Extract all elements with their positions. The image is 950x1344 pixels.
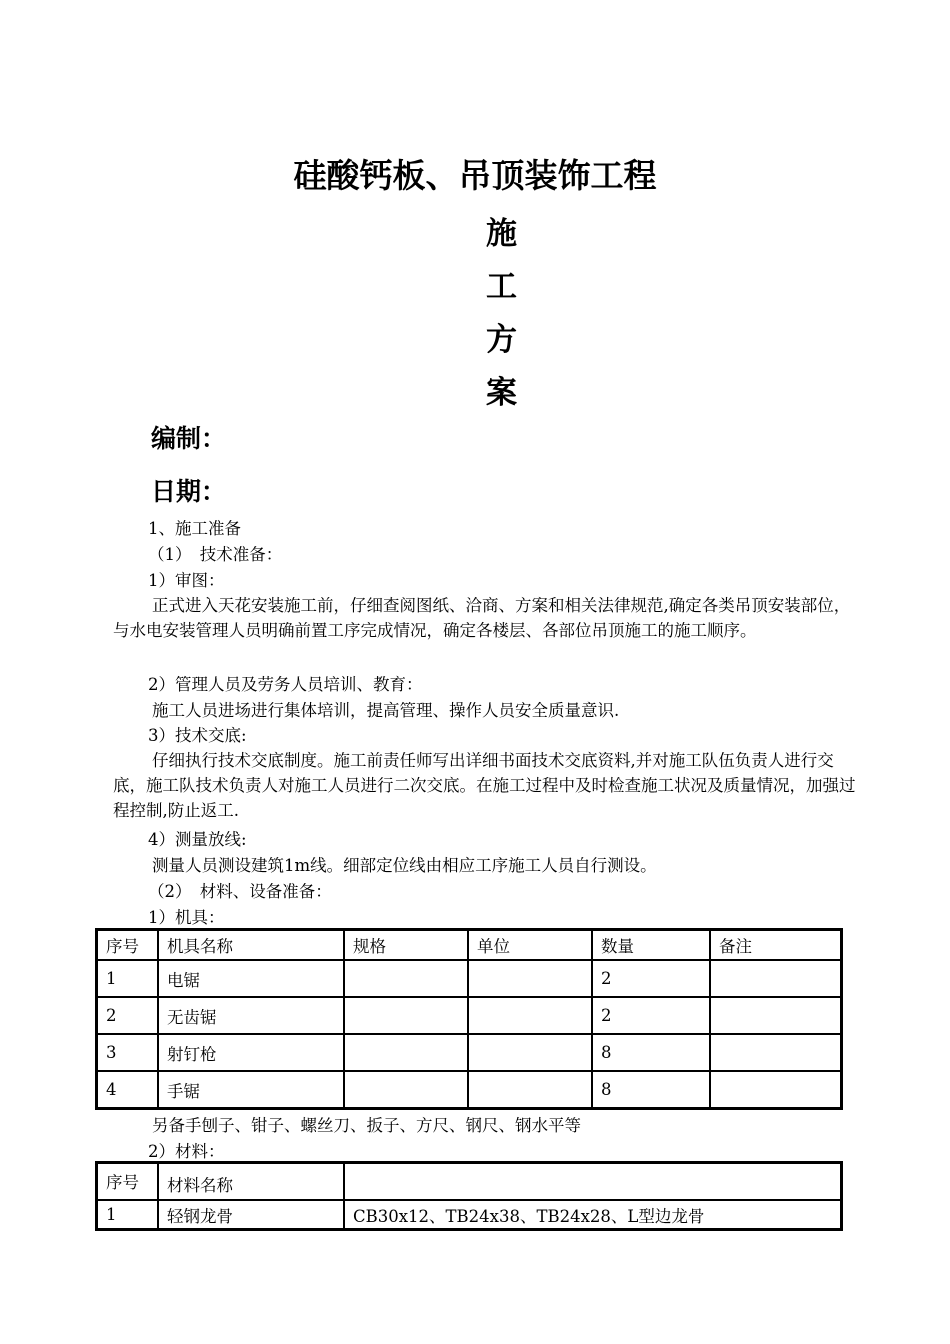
table-cell: 2 [592, 997, 710, 1034]
table-row [97, 1034, 841, 1071]
title-char-3: 方 [486, 322, 517, 358]
table-cell: 无齿锯 [158, 997, 344, 1034]
section-heading: 1、施工准备 [148, 519, 241, 538]
table-row [97, 1071, 841, 1108]
table-header-row [97, 1163, 841, 1200]
header-cell: 序号 [97, 930, 158, 960]
table-cell: 1 [97, 960, 158, 997]
table-cell: 8 [592, 1071, 710, 1108]
table-cell: 2 [97, 997, 158, 1034]
item-title: 2）管理人员及劳务人员培训、教育： [148, 675, 423, 694]
table-row [97, 960, 841, 997]
table-row [97, 997, 841, 1034]
tools-table [95, 928, 843, 1110]
header-cell: 规格 [344, 930, 468, 960]
title-char-1: 施 [486, 216, 517, 252]
header-cell: 单位 [468, 930, 592, 960]
item-title: 3）技术交底: [148, 726, 247, 745]
table-cell: 2 [592, 960, 710, 997]
table-cell: 1 [97, 1200, 158, 1229]
title-char-4: 案 [486, 375, 517, 411]
table-cell: 3 [97, 1034, 158, 1071]
header-cell: 备注 [710, 930, 841, 960]
item-title: 2）材料： [148, 1142, 225, 1161]
table-cell [710, 960, 841, 997]
subsection-heading: （2） 材料、设备准备： [148, 882, 332, 901]
table-cell [710, 1034, 841, 1071]
tools-note: 另备手刨子、钳子、螺丝刀、扳子、方尺、钢尺、钢水平等 [152, 1116, 581, 1135]
table-cell [344, 960, 468, 997]
table-cell: 射钉枪 [158, 1034, 344, 1071]
table-cell [344, 997, 468, 1034]
item-title: 1）审图： [148, 571, 225, 590]
header-cell: 机具名称 [158, 930, 344, 960]
table-cell: 4 [97, 1071, 158, 1108]
table-cell: 手锯 [158, 1071, 344, 1108]
table-cell: 电锯 [158, 960, 344, 997]
paragraph: 正式进入天花安装施工前，仔细查阅图纸、洽商、方案和相关法律规范,确定各类吊顶安装部位，与水电安装管理人员明确前置工序完成情况，确定各楼层、各部位吊顶施工的施工顺序。 [113, 596, 851, 640]
table-row [97, 1200, 841, 1229]
table-cell [710, 997, 841, 1034]
table-cell [710, 1071, 841, 1108]
table-cell: 8 [592, 1034, 710, 1071]
table-cell [344, 1034, 468, 1071]
table-cell [468, 1071, 592, 1108]
table-cell [468, 997, 592, 1034]
table-cell [468, 960, 592, 997]
table-cell: CB30x12、TB24x38、TB24x28、L型边龙骨 [344, 1200, 841, 1229]
header-cell [344, 1163, 841, 1200]
table-cell [468, 1034, 592, 1071]
date-label: 日期： [151, 477, 227, 506]
header-cell: 序号 [97, 1163, 158, 1200]
subsection-heading: （1） 技术准备： [148, 545, 283, 564]
table-header-row [97, 930, 841, 960]
paragraph: 仔细执行技术交底制度。施工前责任师写出详细书面技术交底资料,并对施工队伍负责人进行交底，施工队技术负责人对施工人员进行二次交底。在施工过程中及时检查施工状况及质量情况，加强过程控制,防止返工. [113, 751, 856, 820]
table-cell [344, 1071, 468, 1108]
document-title: 硅酸钙板、吊顶装饰工程 [293, 156, 657, 195]
header-cell: 材料名称 [158, 1163, 344, 1200]
item-title: 1）机具： [148, 908, 225, 927]
header-cell: 数量 [592, 930, 710, 960]
table-cell: 轻钢龙骨 [158, 1200, 344, 1229]
author-label: 编制： [151, 424, 227, 453]
item-title: 4）测量放线: [148, 830, 247, 849]
paragraph: 测量人员测设建筑1m线。细部定位线由相应工序施工人员自行测设。 [152, 856, 657, 875]
materials-table [95, 1161, 843, 1231]
paragraph: 施工人员进场进行集体培训，提高管理、操作人员安全质量意识. [152, 701, 620, 720]
title-char-2: 工 [486, 269, 517, 305]
